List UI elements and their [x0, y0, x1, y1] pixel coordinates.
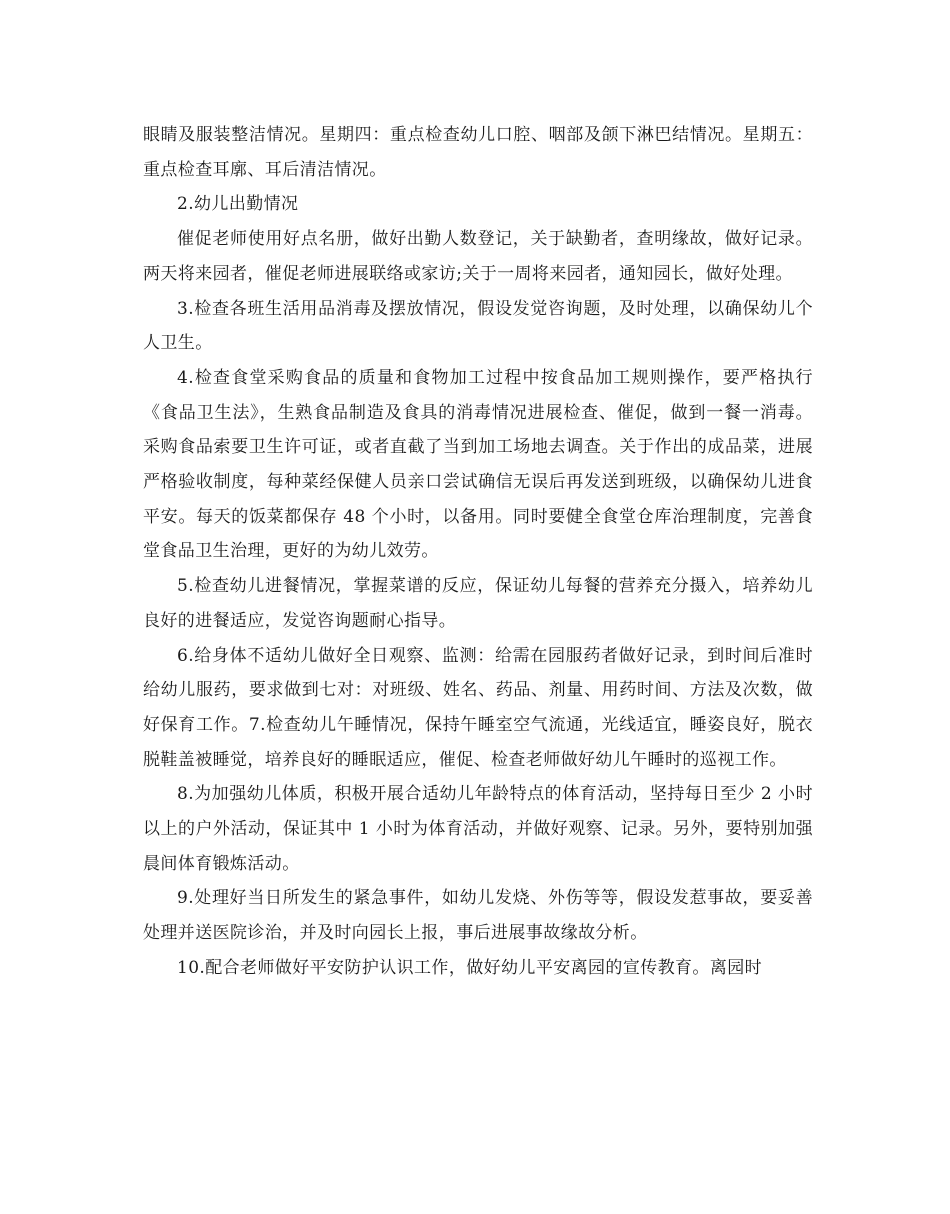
paragraph-item-4: 4.检查食堂采购食品的质量和食物加工过程中按食品加工规则操作，要严格执行《食品卫生法》，生熟食品制造及食具的消毒情况进展检查、催促，做到一餐一消毒。采购食品索要卫生许可证，或者直截了当到加工场地去调查。关于作出的成品菜，进展严格验收制度，每种菜经保健人员亲口尝试确信无误后再发送到班级，以确保幼儿进食平安。每天的饭菜都保存 48 个小时，以备用。同时要健全食堂仓库治理制度，完善食堂食品卫生治理，更好的为幼儿效劳。 — [143, 367, 813, 562]
paragraph-item-5: 5.检查幼儿进餐情况，掌握菜谱的反应，保证幼儿每餐的营养充分摄入，培养幼儿良好的进餐适应，发觉咨询题耐心指导。 — [143, 576, 813, 631]
paragraph-attendance-heading: 2.幼儿出勤情况 — [177, 194, 299, 215]
document-body — [143, 118, 813, 986]
paragraph-item-8: 8.为加强幼儿体质，积极开展合适幼儿年龄特点的体育活动，坚持每日至少 2 小时以上的户外活动，保证其中 1 小时为体育活动，并做好观察、记录。另外，要特别加强晨间体育锻炼活动。 — [143, 784, 813, 874]
paragraph-item-9: 9.处理好当日所发生的紧急事件，如幼儿发烧、外伤等等，假设发惹事故，要妥善处理并送医院诊治，并及时向园长上报，事后进展事故缘故分析。 — [143, 888, 813, 944]
paragraph-attendance: 催促老师使用好点名册，做好出勤人数登记，关于缺勤者，查明缘故，做好记录。两天将来园者，催促老师进展联络或家访;关于一周将来园者，通知园长，做好处理。 — [143, 229, 813, 284]
paragraph-item-10: 10.配合老师做好平安防护认识工作，做好幼儿平安离园的宣传教育。离园时 — [177, 957, 763, 978]
paragraph-item-3: 3.检查各班生活用品消毒及摆放情况，假设发觉咨询题，及时处理，以确保幼儿个人卫生。 — [143, 298, 813, 354]
paragraph-item-6-7: 6.给身体不适幼儿做好全日观察、监测：给需在园服药者做好记录，到时间后准时给幼儿服药，要求做到七对：对班级、姓名、药品、剂量、用药时间、方法及次数，做好保育工作。7.检查幼儿午睡情况，保持午睡室空气流通，光线适宜，睡姿良好，脱衣脱鞋盖被睡觉，培养良好的睡眠适应，催促、检查老师做好幼儿午睡时的巡视工作。 — [143, 645, 813, 770]
paragraph-continuation: 眼睛及服装整洁情况。星期四：重点检查幼儿口腔、咽部及颌下淋巴结情况。星期五：重点检查耳廓、耳后清洁情况。 — [143, 125, 813, 180]
